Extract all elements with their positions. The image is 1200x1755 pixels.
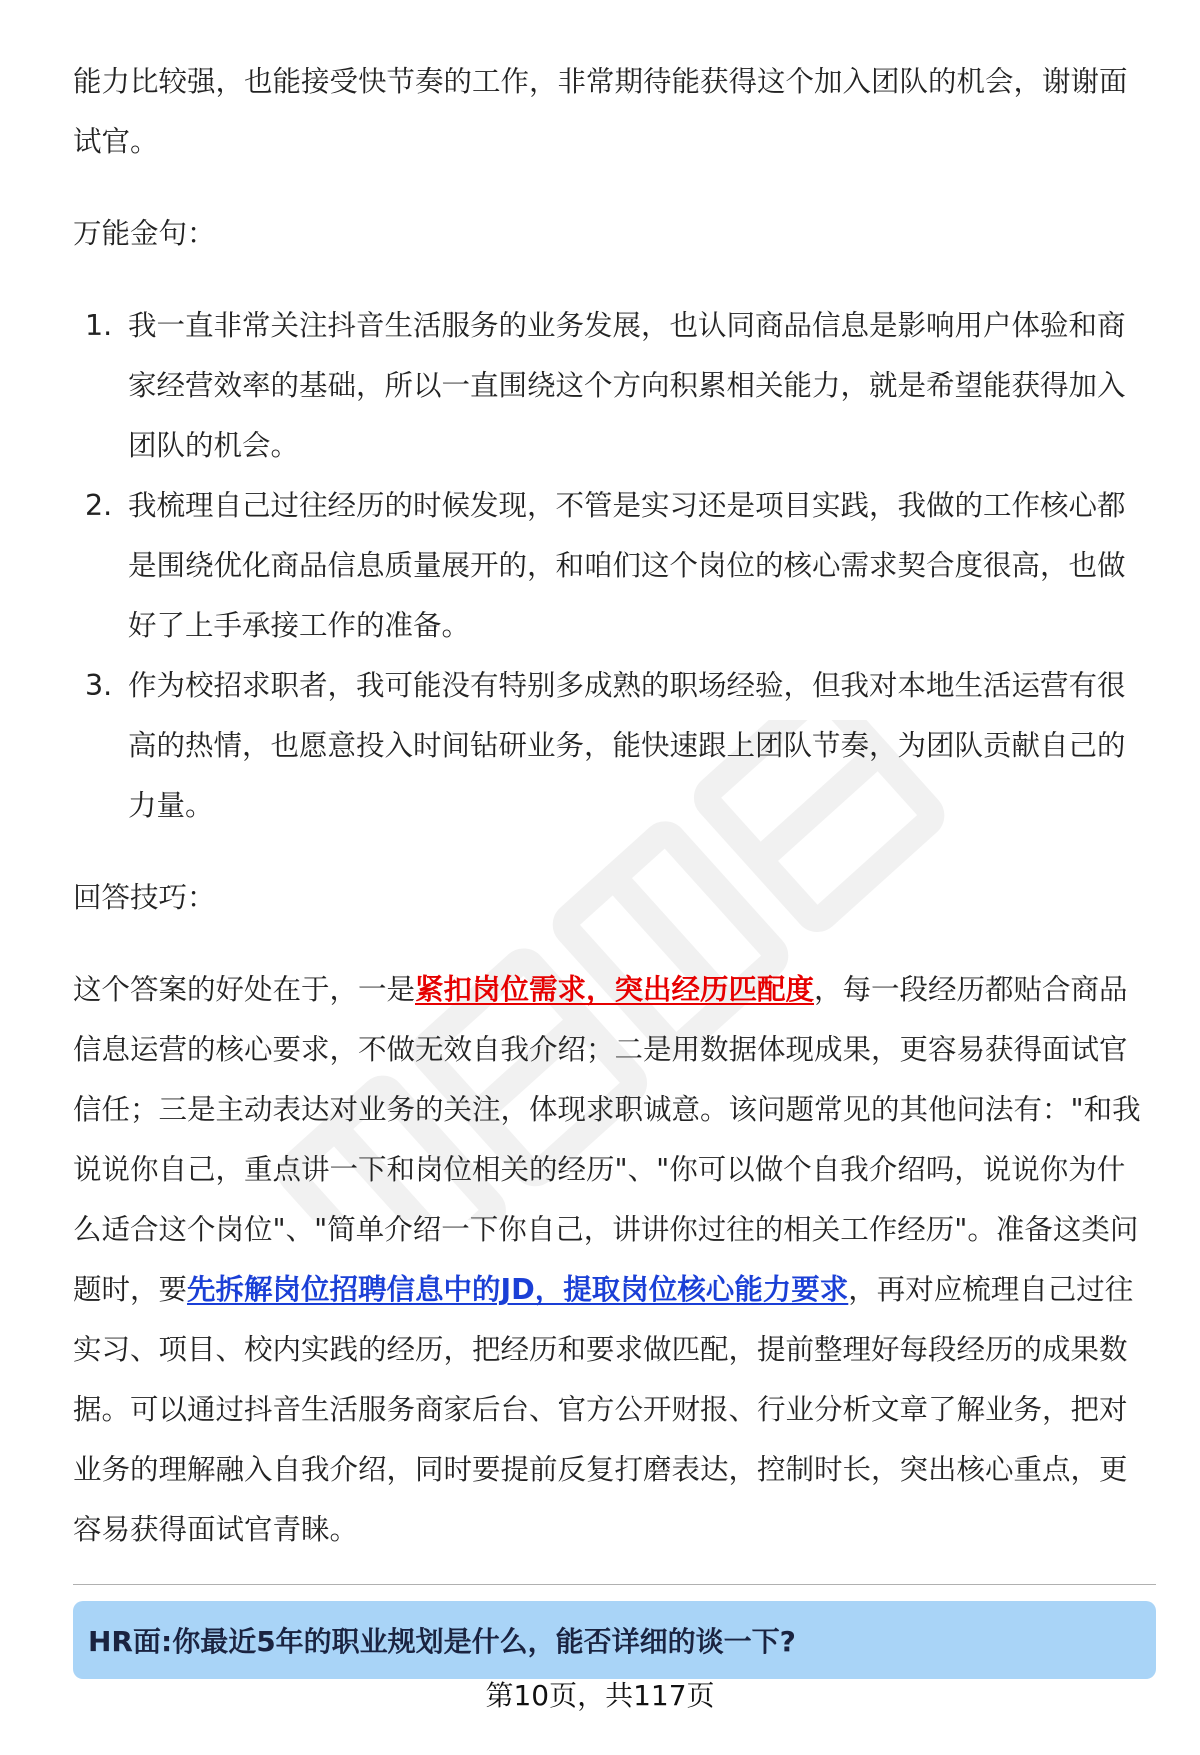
answer-tips-label: 回答技巧： bbox=[73, 881, 216, 914]
next-question-box bbox=[73, 1601, 1156, 1679]
highlight-red-text: 紧扣岗位需求，突出经历匹配度 bbox=[415, 973, 815, 1006]
next-question-title: HR面:你最近5年的职业规划是什么，能否详细的谈一下? bbox=[88, 1625, 796, 1658]
list-item-number: 3. bbox=[85, 669, 113, 702]
golden-sentences-label: 万能金句： bbox=[73, 217, 216, 250]
tips-text-part-1: 这个答案的好处在于，一是 bbox=[73, 973, 416, 1006]
list-item bbox=[73, 296, 1148, 476]
page-number-footer: 第10页，共117页 bbox=[485, 1679, 715, 1712]
tips-text-part-2: ，每一段经历都贴合商品信息运营的核心要求，不做无效自我介绍；二是用数据体现成果，更容易获得面试官信任；三是主动表达对业务的关注，体现求职诚意。该问题常见的其他问法有："和我说说你自己，重点讲一下和岗位相关的经历"、"你可以做个自我介绍吗，说说你为什么适合这个岗位"、"简单介绍一下你自己，讲讲你过往的相关工作经历"。准备这类问题时，要 bbox=[73, 973, 1141, 1306]
list-item-text: 我一直非常关注抖音生活服务的业务发展，也认同商品信息是影响用户体验和商家经营效率的基础，所以一直围绕这个方向积累相关能力，就是希望能获得加入团队的机会。 bbox=[128, 309, 1126, 462]
golden-sentences-list bbox=[73, 296, 1148, 836]
list-item-number: 1. bbox=[85, 309, 113, 342]
list-item-text: 我梳理自己过往经历的时候发现，不管是实习还是项目实践，我做的工作核心都是围绕优化商品信息质量展开的，和咱们这个岗位的核心需求契合度很高，也做好了上手承接工作的准备。 bbox=[128, 489, 1126, 642]
highlight-blue-text: 先拆解岗位招聘信息中的JD，提取岗位核心能力要求 bbox=[187, 1273, 849, 1306]
list-item bbox=[73, 476, 1148, 656]
main-content bbox=[73, 52, 1148, 1560]
list-item bbox=[73, 656, 1148, 836]
tips-text-part-3: ，再对应梳理自己过往实习、项目、校内实践的经历，把经历和要求做匹配，提前整理好每段经历的成果数据。可以通过抖音生活服务商家后台、官方公开财报、行业分析文章了解业务，把对业务的理解融入自我介绍，同时要提前反复打磨表达，控制时长，突出核心重点，更容易获得面试官青睐。 bbox=[73, 1273, 1134, 1546]
intro-paragraph: 能力比较强，也能接受快节奏的工作，非常期待能获得这个加入团队的机会，谢谢面试官。 bbox=[73, 65, 1128, 158]
list-item-text: 作为校招求职者，我可能没有特别多成熟的职场经验，但我对本地生活运营有很高的热情，也愿意投入时间钻研业务，能快速跟上团队节奏，为团队贡献自己的力量。 bbox=[128, 669, 1126, 822]
answer-tips-paragraph bbox=[73, 960, 1148, 1560]
list-item-number: 2. bbox=[85, 489, 113, 522]
section-divider bbox=[73, 1584, 1156, 1585]
